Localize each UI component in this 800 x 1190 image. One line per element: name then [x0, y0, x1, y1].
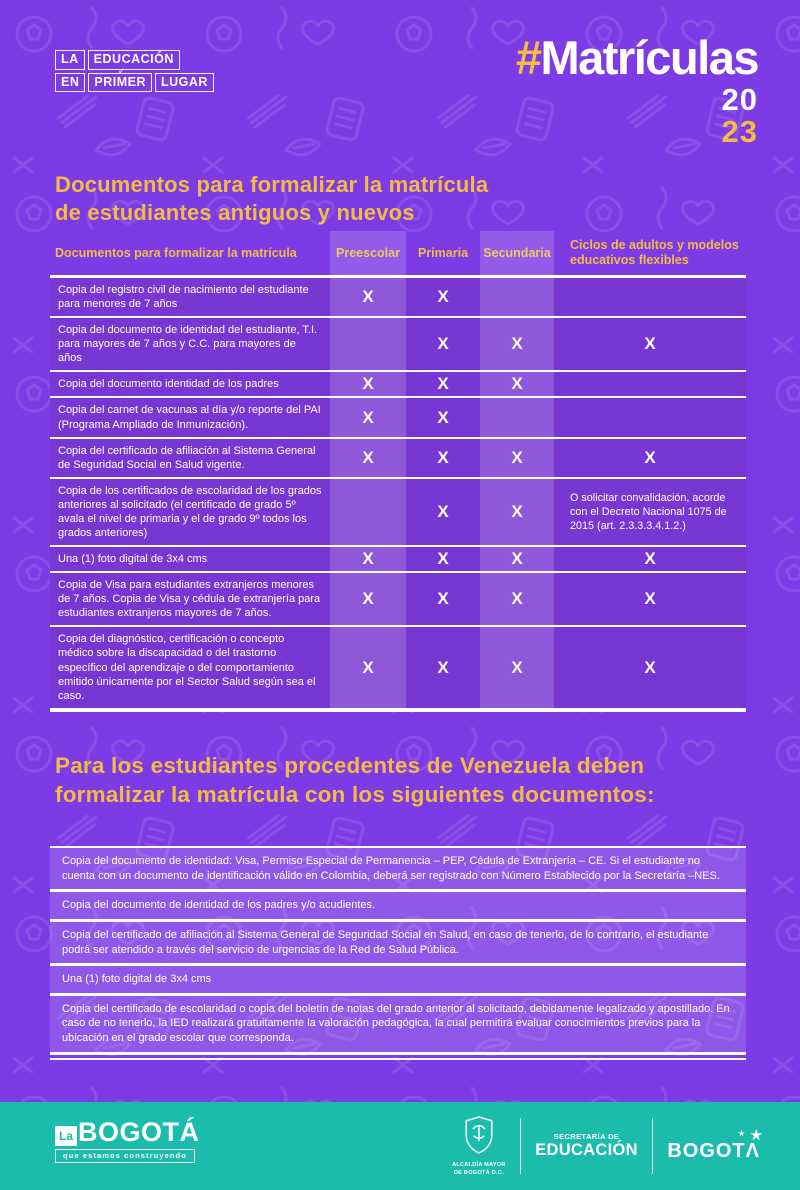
section2-title — [55, 752, 655, 809]
star-icon: ★ — [737, 1128, 746, 1138]
mark-ciclos: X — [644, 334, 656, 354]
star-icon: ★ — [749, 1126, 764, 1144]
logo-word-la: LA — [55, 50, 85, 70]
list-item: Copia del documento de identidad de los padres y/o acudientes. — [50, 892, 746, 922]
mark-preescolar: X — [362, 549, 374, 569]
mark-preescolar: X — [362, 589, 374, 609]
mark-primaria: X — [437, 374, 449, 394]
column-header-primaria: Primaria — [417, 245, 469, 260]
la-bogota-logo — [55, 1119, 200, 1163]
table-header-row — [50, 231, 746, 278]
mark-secundaria: X — [511, 447, 523, 467]
document-cell: Una (1) foto digital de 3x4 cms — [58, 553, 208, 566]
bogota-wordmark-right: BOGOTΛ ★ ★ — [667, 1126, 764, 1162]
section1-title-line2: de estudiantes antiguos y nuevos — [55, 199, 415, 225]
column-header-ciclos: Ciclos de adultos y modelos educativos flexibles — [570, 238, 739, 267]
mark-secundaria: X — [511, 501, 523, 521]
document-cell: Copia de Visa para estudiantes extranjeros menores de 7 años. Copia de Visa y cédula de extranjería para estudiantes extranjeros mayores de 7 años. — [58, 579, 321, 620]
document-cell: Copia de los certificados de escolaridad de los grados anteriores al solicitado (el certificado de grado 5º avala el nivel de primaria y el de grado 9º todos los grados anteriores) — [58, 484, 322, 540]
lambda-letter: Λ — [745, 1139, 760, 1162]
alcaldia-crest-icon — [464, 1115, 494, 1155]
mark-preescolar: X — [362, 657, 374, 677]
venezuela-documents-list — [50, 846, 746, 1060]
mark-primaria: X — [437, 447, 449, 467]
table-row — [50, 318, 746, 372]
year-20: 20 — [721, 82, 758, 117]
hash-icon: # — [515, 31, 541, 84]
logo-word-educacion: EDUCACIÓN — [88, 50, 180, 70]
la-educacion-en-primer-lugar-logo — [55, 50, 217, 95]
document-cell: Copia del registro civil de nacimiento del estudiante para menores de 7 años — [58, 284, 309, 311]
mark-primaria: X — [437, 407, 449, 427]
mark-preescolar: X — [362, 407, 374, 427]
document-cell: Copia del carnet de vacunas al día y/o reporte del PAI (Programa Ampliado de Inmunización). — [58, 404, 321, 431]
logo-word-primer: PRIMER ✓ — [88, 73, 152, 93]
column-header-preescolar: Preescolar — [336, 245, 400, 260]
document-cell: Copia del documento de identidad del estudiante, T.I. para mayores de 7 años y C.C. para mayores de años — [58, 324, 318, 365]
document-cell: Copia del certificado de afiliación al Sistema General de Seguridad Social en Salud vigente. — [58, 444, 316, 471]
government-logos — [452, 1116, 764, 1176]
mark-preescolar: X — [362, 374, 374, 394]
list-item: Copia del certificado de escolaridad o copia del boletín de notas del grado anterior al solicitado, debidamente legalizado y apostillado. En caso de no tenerlo, la IED realizará gratuitamente la valoración pedagógica, la cual permitirá evaluar conocimientos previos para la ubicación en el grado escolar que corresponda. — [50, 996, 746, 1055]
mark-ciclos: X — [644, 589, 656, 609]
list-item: Copia del certificado de afiliación al Sistema General de Seguridad Social en Salud, en caso de tenerlo, de lo contrario, el estudiante podrá ser atendido a través del servicio de urgencias de la Red de Salud Pública. — [50, 922, 746, 966]
table-row — [50, 398, 746, 438]
bogota-wordmark-left: BOGOTÁ — [78, 1117, 200, 1147]
mark-primaria: X — [437, 589, 449, 609]
ciclos-note-cell: O solicitar convalidación, acorde con el Decreto Nacional 1075 de 2015 (art. 2.3.3.3.4.1.2.) — [570, 491, 727, 532]
alcaldia-logo — [452, 1115, 506, 1177]
section1-title-line1: Documentos para formalizar la matrícula — [55, 172, 489, 197]
mark-secundaria: X — [511, 589, 523, 609]
footer-divider — [652, 1118, 654, 1174]
table-row — [50, 627, 746, 711]
column-header-documentos: Documentos para formalizar la matrícula — [55, 245, 297, 260]
mark-primaria: X — [437, 549, 449, 569]
table-row — [50, 479, 746, 547]
year-23: 23 — [721, 114, 758, 149]
table-row — [50, 573, 746, 627]
alcaldia-caption: ALCALDÍA MAYOR DE BOGOTÁ D.C. — [452, 1161, 506, 1176]
mark-secundaria: X — [511, 334, 523, 354]
mark-ciclos: X — [644, 549, 656, 569]
check-icon: ✓ — [117, 65, 126, 76]
section1-title — [55, 171, 488, 227]
mark-preescolar: X — [362, 287, 374, 307]
mark-primaria: X — [437, 501, 449, 521]
mark-secundaria: X — [511, 374, 523, 394]
mark-primaria: X — [437, 334, 449, 354]
hashtag-word: Matrículas — [540, 31, 758, 84]
la-box: La — [55, 1126, 77, 1146]
bogota-slogan: que estamos construyendo — [55, 1149, 195, 1163]
logo-word-en: EN — [55, 73, 85, 93]
table-row — [50, 547, 746, 573]
list-bottom-rule — [50, 1058, 746, 1060]
mark-ciclos: X — [644, 447, 656, 467]
document-cell: Copia del diagnóstico, certificación o concepto médico sobre la discapacidad o del trastorno específico del aprendizaje o del comportamiento emitido únicamente por el Sector Salud según sea el caso. — [58, 633, 316, 702]
list-item: Copia del documento de identidad: Visa, Permiso Especial de Permanencia – PEP, Cédula de Extranjería – CE. Si el estudiante no cuenta con un documento de identificación válido en Colombia, deberá ser registrado con Número Establecido por la Secretaría –NES. — [50, 846, 746, 892]
document-cell: Copia del documento identidad de los padres — [58, 378, 279, 391]
mark-preescolar: X — [362, 447, 374, 467]
footer-divider — [520, 1118, 522, 1174]
table-row — [50, 439, 746, 479]
secretaria-educacion-logo: SECRETARÍA DE EDUCACIÓN — [535, 1131, 638, 1160]
documents-table — [50, 231, 746, 712]
footer-bar — [0, 1102, 800, 1190]
mark-secundaria: X — [511, 657, 523, 677]
mark-ciclos: X — [644, 657, 656, 677]
section2-title-line2: formalizar la matrícula con los siguientes documentos: — [55, 781, 655, 807]
mark-secundaria: X — [511, 549, 523, 569]
table-row — [50, 372, 746, 398]
section2-title-line1: Para los estudiantes procedentes de Venezuela deben — [55, 753, 645, 778]
mark-primaria: X — [437, 657, 449, 677]
logo-word-lugar: LUGAR — [155, 73, 214, 93]
matriculas-2023-wordmark — [515, 31, 758, 149]
mark-primaria: X — [437, 287, 449, 307]
list-item: Una (1) foto digital de 3x4 cms — [50, 966, 746, 996]
table-row — [50, 278, 746, 318]
column-header-secundaria: Secundaria — [483, 245, 551, 260]
